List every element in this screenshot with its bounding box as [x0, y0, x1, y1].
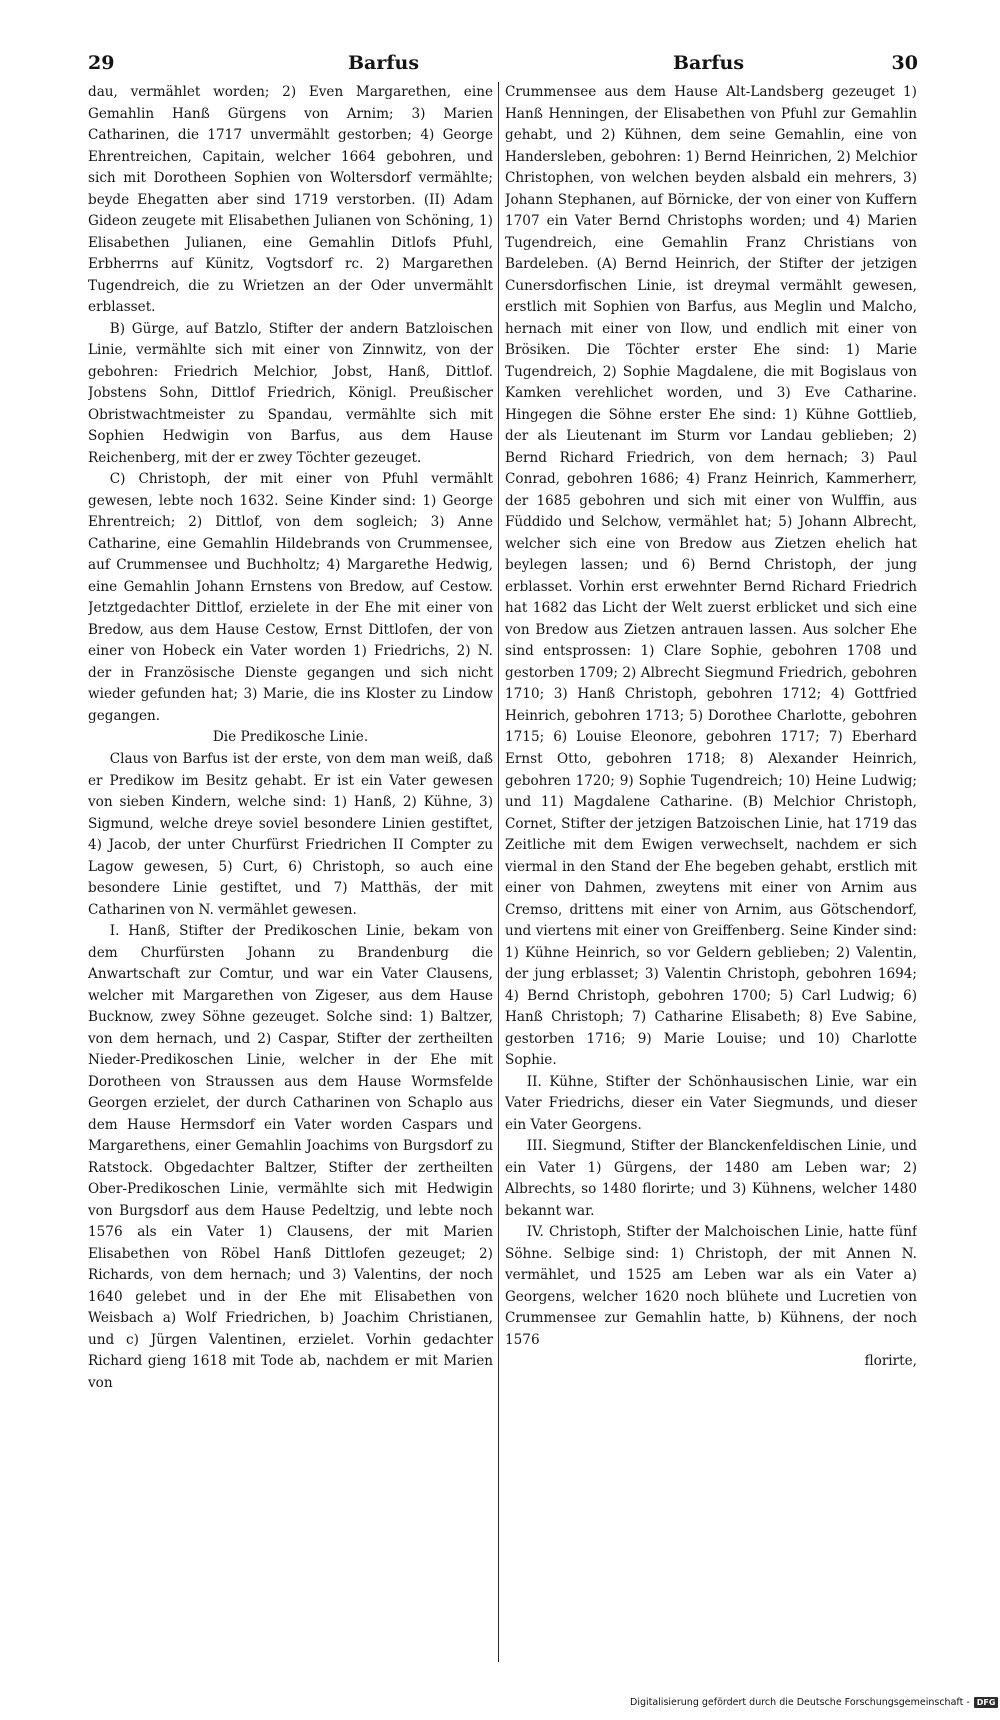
column-divider: [498, 82, 499, 1662]
page-header: [88, 52, 918, 78]
left-paragraph-3: C) Christoph, der mit einer von Pfuhl vermählt gewesen, lebte noch 1632. Seine Kinder sind: 1) George Ehrentreich; 2) Dittlof, von dem sogleich; 3) Anne Catharine, eine Gemahlin Hildebrands von Crummensee, auf Crummensee und Buchholtz; 4) Margarethe Hedwig, eine Gemahlin Johann Ernstens von Bredow, auf Cestow. Jetztgedachter Dittlof, erzielete in der Ehe mit einer von Bredow, aus dem Hause Cestow, Ernst Dittlofen, der von einer von Hobeck ein Vater worden 1) Friedrichs, 2) N. der in Französische Dienste gegangen und sich nicht wieder gefunden hat; 3) Marie, die ins Kloster zu Lindow gegangen.: [88, 471, 493, 724]
catchword: florirte,: [864, 1353, 917, 1370]
left-paragraph-4: Claus von Barfus ist der erste, von dem man weiß, daß er Predikow im Besitz gehabt. Er ist ein Vater gewesen von sieben Kindern, welche sind: 1) Hanß, 2) Kühne, 3) Sigmund, welche dreye soviel besondere Linien gestiftet, 4) Jacob, der unter Churfürst Friedrichen II Compter zu Lagow gewesen, 5) Curt, 6) Christoph, so auch eine besondere Linie gestiftet, und 7) Matthäs, der mit Catharinen von N. vermählet gewesen.: [88, 750, 493, 918]
section-heading: Die Predikosche Linie.: [212, 729, 369, 746]
dfg-logo: DFG: [974, 1697, 999, 1708]
left-paragraph-2: B) Gürge, auf Batzlo, Stifter der andern Batzloischen Linie, vermählte sich mit einer von Zinnwitz, von der gebohren: Friedrich Melchior, Jobst, Hanß, Dittlof. Jobstens Sohn, Dittlof Friedrich, Königl. Preußischer Obristwachtmeister zu Spandau, vermählte sich mit Sophien Hedwigin von Barfus, aus dem Hause Reichenberg, mit der er zwey Töchter gezeuget.: [88, 320, 493, 466]
credit-text: Digitalisierung gefördert durch die Deutsche Forschungsgemeinschaft -: [630, 1697, 970, 1708]
right-text-column: [505, 82, 917, 1664]
left-paragraph-1: dau, vermählet worden; 2) Even Margarethen, eine Gemahlin Hanß Gürgens von Arnim; 3) Marien Catharinen, die 1717 unvermählt gestorben; 4) George Ehrentreichen, Capitain, welcher 1664 gebohren, und sich mit Dorotheen Sophien von Woltersdorf vermählte; beyde Ehegatten aber sind 1719 verstorben. (II) Adam Gideon zeugete mit Elisabethen Julianen von Schöning, 1) Elisabethen Julianen, eine Gemahlin Ditlofs Pfuhl, Erbherrns auf Künitz, Vogtsdorf rc. 2) Margarethen Tugendreich, die zu Wrietzen an der Oder unvermählt erblasset.: [88, 84, 493, 316]
right-paragraph-1: Crummensee aus dem Hause Alt-Landsberg gezeuget 1) Hanß Henningen, der Elisabethen von Pfuhl zur Gemahlin gehabt, und 2) Kühnen, dem seine Gemahlin, eine von Handersleben, gebohren: 1) Bernd Heinrichen, 2) Melchior Christophen, von welchen beyden alsbald ein mehrers, 3) Johann Stephanen, auf Börnicke, der von einer von Kuffern 1707 ein Vater Bernd Christophs worden; und 4) Marien Tugendreich, eine Gemahlin Franz Christians von Bardeleben. (A) Bernd Heinrich, der Stifter der jetzigen Cunersdorfischen Linie, ist dreymal vermählt gewesen, erstlich mit Sophien von Barfus, aus Meglin und Malcho, hernach mit einer von Ilow, und endlich mit einer von Brösiken. Die Töchter erster Ehe sind: 1) Marie Tugendreich, 2) Sophie Magdalene, die mit Bogislaus von Kamken verehlichet worden, und 3) Eve Catharine. Hingegen die Söhne erster Ehe sind: 1) Kühne Gottlieb, der als Lieutenant im Sturm vor Landau geblieben; 2) Bernd Richard Friedrich, von dem hernach; 3) Paul Conrad, gebohren 1686; 4) Franz Heinrich, Kammerherr, der 1685 gebohren und sich mit einer von Wulffin, aus Füddido und Selchow, vermählet hat; 5) Johann Albrecht, welcher sich eine von Bredow aus Zietzen ehelich hat beylegen lassen; und 6) Bernd Christoph, der jung erblasset. Vorhin erst erwehnter Bernd Richard Friedrich hat 1682 das Licht der Welt zuerst erblicket und sich eine von Bredow aus Zietzen antrauen lassen. Aus solcher Ehe sind entsprossen: 1) Clare Sophie, gebohren 1708 und gestorben 1709; 2) Albrecht Siegmund Friedrich, gebohren 1710; 3) Hanß Christoph, gebohren 1712; 4) Gottfried Heinrich, gebohren 1713; 5) Dorothee Charlotte, gebohren 1715; 6) Louise Eleonore, gebohren 1717; 7) Eberhard Ernst Otto, gebohren 1718; 8) Alexander Heinrich, gebohren 1720; 9) Sophie Tugendreich; 10) Heine Ludwig; und 11) Magdalene Catharine. (B) Melchior Christoph, Cornet, Stifter der jetzigen Batzoischen Linie, hat 1719 das Zeitliche mit dem Ewigen verwechselt, nachdem er sich viermal in den Stand der Ehe begeben gehabt, erstlich mit einer von Dahmen, zweytens mit einer von Arnim aus Cremso, drittens mit einer von Arnim, aus Götschendorf, und viertens mit einer von Greiffenberg. Seine Kinder sind: 1) Kühne Heinrich, so vor Geldern geblieben; 2) Valentin, der jung erblasset; 3) Valentin Christoph, gebohren 1694; 4) Bernd Christoph, gebohren 1700; 5) Carl Ludwig; 6) Hanß Christoph; 7) Catharine Elisabeth; 8) Eve Sabine, gestorben 1716; 9) Marie Louise; und 10) Charlotte Sophie.: [505, 84, 917, 1069]
right-paragraph-4: IV. Christoph, Stifter der Malchoischen Linie, hatte fünf Söhne. Selbige sind: 1) Christoph, der mit Annen N. vermählet, und 1525 am Leben war als ein Vater a) Georgens, welcher 1620 noch blühete und Lucretien von Crummensee zur Gemahlin hatte, b) Kühnens, der noch 1576: [505, 1224, 917, 1348]
digitization-credit: [630, 1697, 996, 1713]
right-running-title: Barfus: [673, 52, 745, 74]
right-paragraph-3: III. Siegmund, Stifter der Blanckenfeldischen Linie, und ein Vater 1) Gürgens, der 1480 am Leben war; 2) Albrechts, so 1480 florirte; und 3) Kühnens, welcher 1480 bekannt war.: [505, 1138, 917, 1219]
right-paragraph-2: II. Kühne, Stifter der Schönhausischen Linie, war ein Vater Friedrichs, dieser ein Vater Siegmunds, und dieser ein Vater Georgens.: [505, 1073, 917, 1133]
left-text-column: [88, 82, 493, 1664]
left-page-number: 29: [88, 52, 115, 74]
left-running-title: Barfus: [348, 52, 420, 74]
right-page-number: 30: [891, 52, 918, 74]
left-paragraph-5: I. Hanß, Stifter der Predikoschen Linie, bekam von dem Churfürsten Johann zu Brandenburg die Anwartschaft zur Comtur, und war ein Vater Clausens, welcher mit Margarethen von Zigeser, aus dem Hause Bucknow, zwey Söhne gezeuget. Solche sind: 1) Baltzer, von dem hernach, und 2) Caspar, Stifter der zertheilten Nieder-Predikoschen Linie, welcher in der Ehe mit Dorotheen von Straussen aus dem Hause Wormsfelde Georgen erzielet, der durch Catharinen von Schaplo aus dem Hause Hermsdorf ein Vater worden Caspars und Margarethens, einer Gemahlin Joachims von Burgsdorf zu Ratstock. Obgedachter Baltzer, Stifter der zertheilten Ober-Predikoschen Linie, vermählte sich mit Hedwigin von Burgsdorf aus dem Hause Pedeltzig, und lebte noch 1576 als ein Vater 1) Clausens, der mit Marien Elisabethen von Röbel Hanß Dittlofen gezeuget; 2) Richards, von dem hernach; und 3) Valentins, der noch 1640 gelebet und in der Ehe mit Elisabethen von Weisbach a) Wolf Friedrichen, b) Joachim Christianen, und c) Jürgen Valentinen, erzielet. Vorhin gedachter Richard gieng 1618 mit Tode ab, nachdem er mit Marien von: [88, 923, 493, 1391]
